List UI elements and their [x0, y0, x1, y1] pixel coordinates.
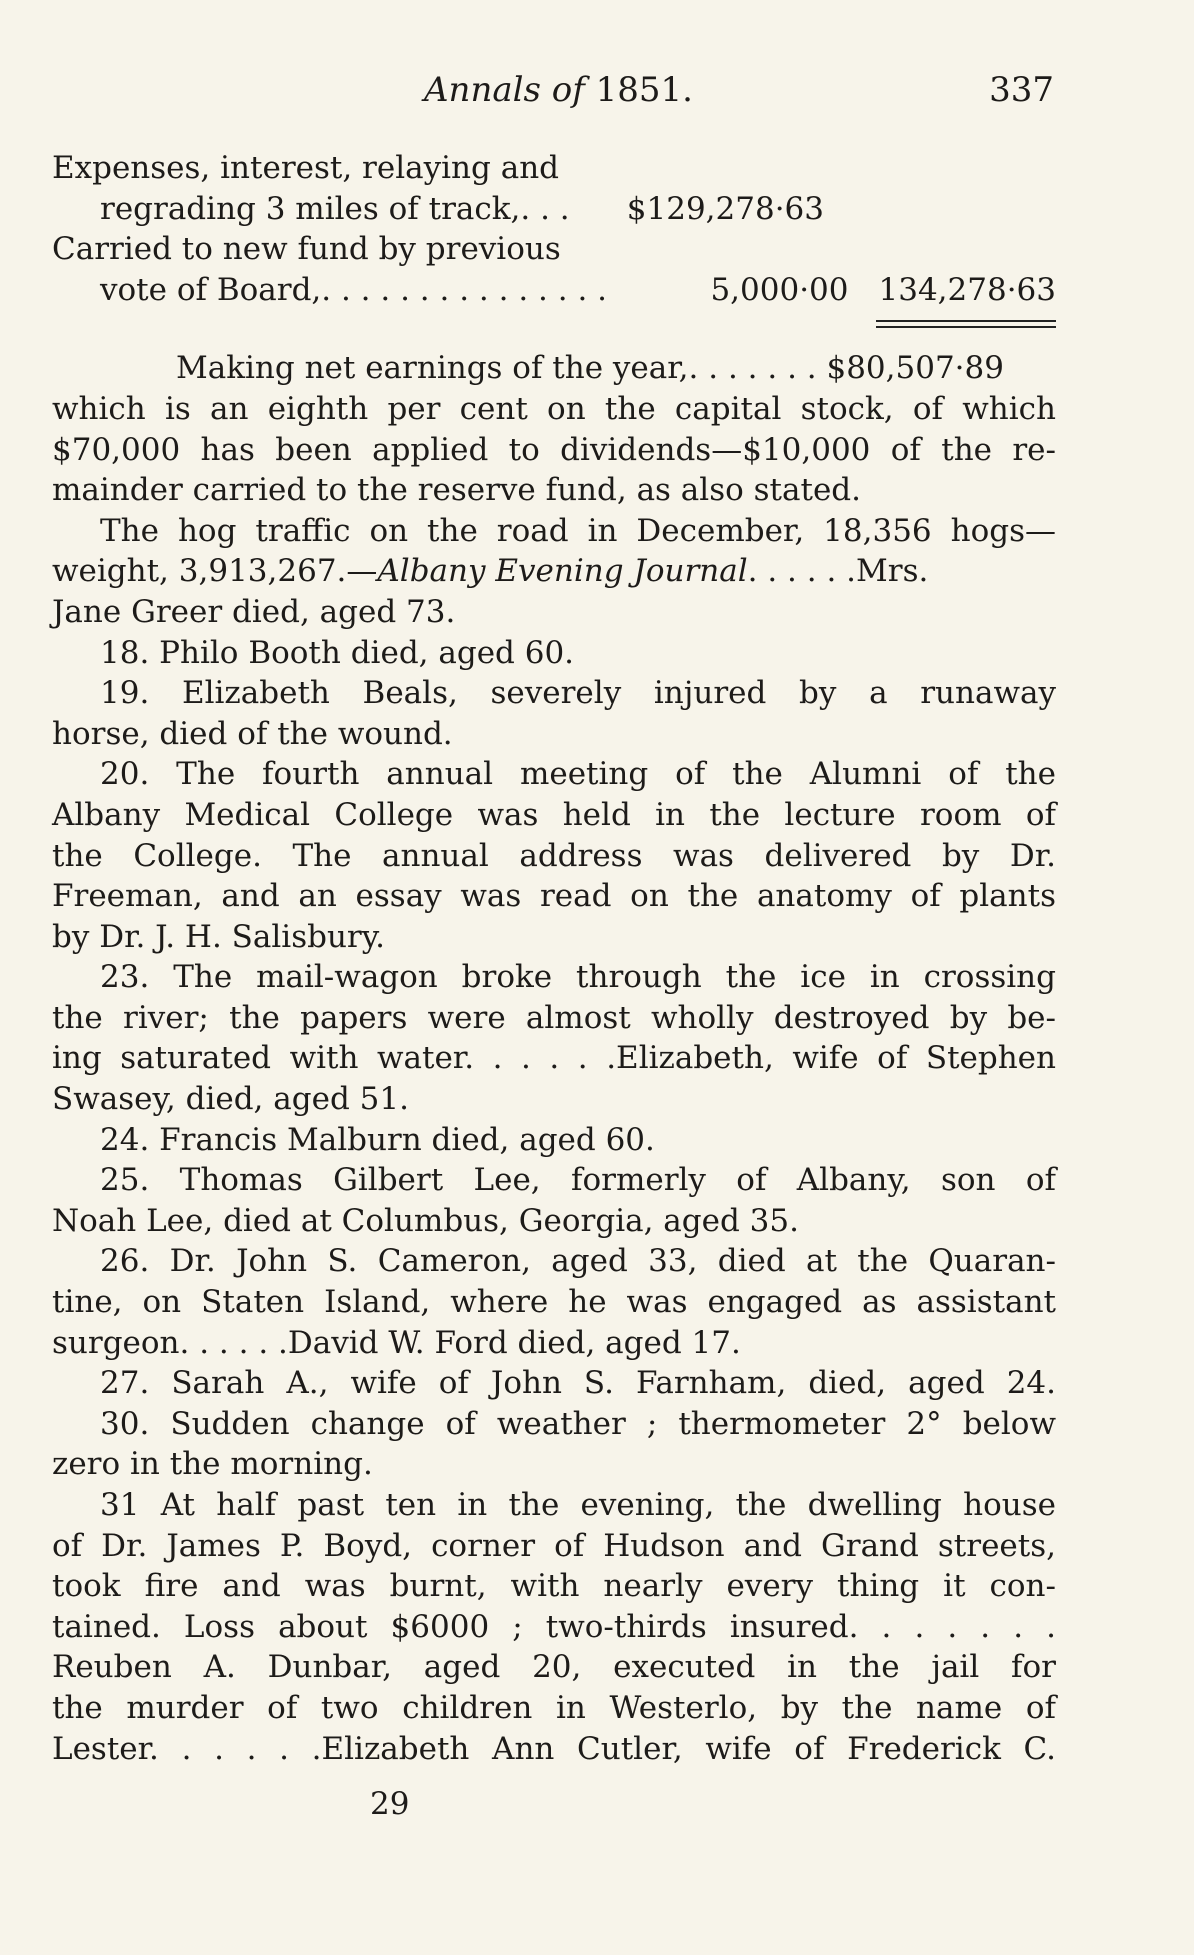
entry-line: Freeman, and an essay was read on the anatomy of plants	[52, 878, 1056, 915]
paragraph-line: Making net earnings of the year,. . . . . . . $80,507·89	[176, 350, 1004, 387]
paragraph-line: The hog traffic on the road in December, 18,356 hogs—	[100, 512, 1056, 549]
ledger-line: Carried to new fund by previous	[52, 231, 561, 268]
entry-line: 31 At half past ten in the evening, the dwelling house	[100, 1487, 1056, 1523]
paragraph-line: mainder carried to the reserve fund, as also stated.	[52, 472, 861, 509]
entry-line: 30. Sudden change of weather ; thermometer 2° below	[100, 1405, 1056, 1442]
entry-line: 18. Philo Booth died, aged 60.	[100, 634, 575, 671]
running-title-text: Annals of	[424, 70, 585, 110]
entry-line: Albany Medical College was held in the lecture room of	[52, 796, 1056, 833]
entry-line: tained. Loss about $6000 ; two-thirds insured. . . . . . .	[52, 1608, 1056, 1645]
paragraph-line: which is an eighth per cent on the capital stock, of which	[52, 390, 1056, 427]
entry-line: Reuben A. Dunbar, aged 20, executed in the jail for	[52, 1649, 1056, 1686]
entry-line: 19. Elizabeth Beals, severely injured by a runaway	[100, 675, 1056, 712]
ledger-total: 134,278·63	[878, 271, 1056, 308]
entry-line: the College. The annual address was delivered by Dr.	[52, 837, 1056, 874]
entry-line: took fire and was burnt, with nearly every thing it con-	[52, 1568, 1056, 1605]
page-body	[52, 148, 1056, 1769]
entry-line: Lester. . . . . .Elizabeth Ann Cutler, wife of Frederick C.	[52, 1730, 1056, 1767]
text-run: . . . . . .Mrs.	[747, 553, 929, 590]
entry-line: of Dr. James P. Boyd, corner of Hudson and Grand streets,	[52, 1527, 1056, 1564]
entry-line: zero in the morning.	[52, 1446, 373, 1483]
double-rule	[52, 310, 1056, 348]
running-title	[424, 70, 693, 110]
entry-line: 23. The mail-wagon broke through the ice in crossing	[100, 959, 1056, 996]
entry-line: ing saturated with water. . . . . .Elizabeth, wife of Stephen	[52, 1040, 1056, 1077]
newspaper-title: Albany Evening Journal	[377, 553, 748, 590]
signature-mark: 29	[370, 1786, 410, 1822]
entry-line: tine, on Staten Island, where he was engaged as assistant	[52, 1284, 1056, 1321]
entry-line: Noah Lee, died at Columbus, Georgia, aged 35.	[52, 1202, 799, 1239]
ledger-block	[52, 148, 1056, 348]
running-year: 1851.	[595, 70, 693, 110]
text-run: weight, 3,913,267.—	[52, 553, 378, 590]
entry-line: 27. Sarah A., wife of John S. Farnham, died, aged 24.	[100, 1365, 1056, 1402]
ledger-line: Expenses, interest, relaying and	[52, 150, 560, 186]
page-number: 337	[989, 70, 1054, 110]
ledger-label: regrading 3 miles of track,. . .	[100, 190, 570, 227]
ledger-label: vote of Board,. . . . . . . . . . . . . . .	[100, 271, 608, 308]
rule-line	[876, 320, 1056, 328]
entry-line: Swasey, died, aged 51.	[52, 1081, 409, 1118]
paragraph-line: Jane Greer died, aged 73.	[52, 593, 456, 630]
entry-line: 20. The fourth annual meeting of the Alumni of the	[100, 756, 1056, 793]
ledger-row	[52, 189, 1056, 230]
entry-line: 26. Dr. John S. Cameron, aged 33, died at the Quaran-	[100, 1243, 1056, 1280]
ledger-amount: $129,278·63	[626, 190, 824, 227]
ledger-amount: 5,000·00	[710, 271, 849, 308]
entry-line: 25. Thomas Gilbert Lee, formerly of Albany, son of	[100, 1162, 1056, 1199]
paragraph-line: $70,000 has been applied to dividends—$10,000 of the re-	[52, 431, 1056, 468]
entry-line: by Dr. J. H. Salisbury.	[52, 918, 385, 955]
entry-line: the river; the papers were almost wholly destroyed by be-	[52, 999, 1056, 1036]
running-header	[0, 70, 1194, 120]
entry-line: 24. Francis Malburn died, aged 60.	[100, 1121, 655, 1158]
entry-line: surgeon. . . . . .David W. Ford died, aged 17.	[52, 1324, 741, 1361]
entry-line: the murder of two children in Westerlo, by the name of	[52, 1689, 1056, 1726]
ledger-row	[52, 270, 1056, 311]
paragraph-line	[52, 551, 1056, 592]
entry-line: horse, died of the wound.	[52, 715, 453, 752]
